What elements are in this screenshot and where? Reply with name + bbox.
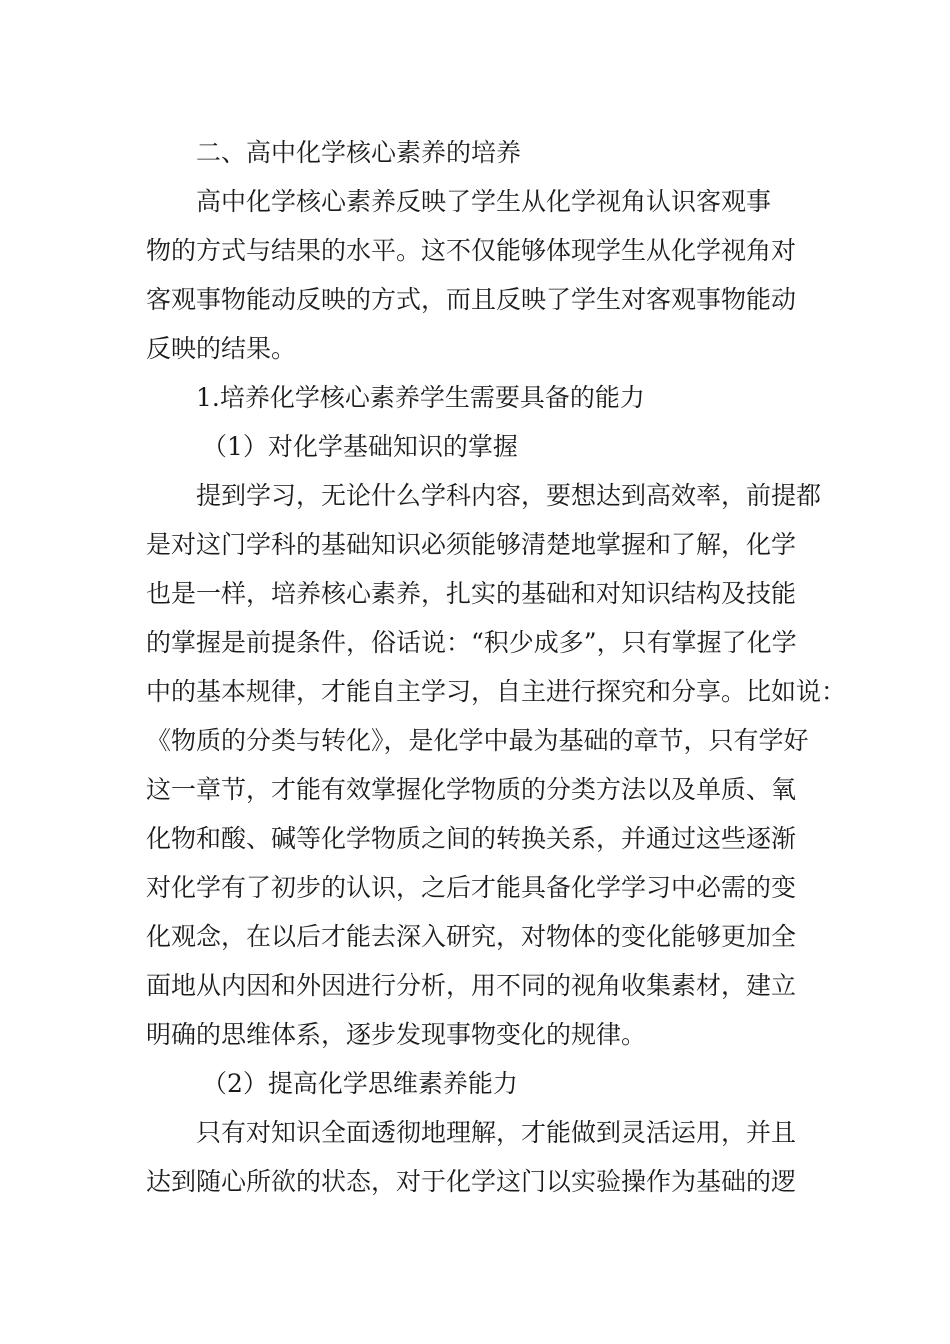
paragraph-line: 对化学有了初步的认识，之后才能具备化学学习中必需的变 [146, 873, 797, 902]
paragraph-line: 物的方式与结果的水平。这不仅能够体现学生从化学视角对 [146, 236, 797, 265]
subsection-heading: 1.培养化学核心素养学生需要具备的能力 [196, 383, 645, 412]
paragraph-line: 也是一样，培养核心素养，扎实的基础和对知识结构及技能 [146, 579, 797, 608]
paragraph-line: 明确的思维体系，逐步发现事物变化的规律。 [146, 1020, 647, 1049]
paragraph-line: 化观念，在以后才能去深入研究，对物体的变化能够更加全 [146, 922, 797, 951]
section-heading: 二、高中化学核心素养的培养 [196, 138, 522, 167]
paragraph-line: 这一章节，才能有效掌握化学物质的分类方法以及单质、氧 [146, 775, 797, 804]
paragraph-line: 面地从内因和外因进行分析，用不同的视角收集素材，建立 [146, 971, 797, 1000]
paragraph-line: 的掌握是前提条件，俗话说：“积少成多”，只有掌握了化学 [146, 628, 797, 657]
paragraph-line: 化物和酸、碱等化学物质之间的转换关系，并通过这些逐渐 [146, 824, 797, 853]
paragraph-line: 高中化学核心素养反映了学生从化学视角认识客观事 [196, 187, 772, 216]
paragraph-line: 达到随心所欲的状态，对于化学这门以实验操作为基础的逻 [146, 1167, 797, 1196]
paragraph-line: 《物质的分类与转化》，是化学中最为基础的章节，只有学好 [146, 726, 809, 755]
document-body [146, 128, 847, 1206]
subsubsection-heading: （2）提高化学思维素养能力 [202, 1069, 518, 1098]
paragraph-line: 中的基本规律，才能自主学习，自主进行探究和分享。比如说： [146, 677, 847, 706]
paragraph-line: 提到学习，无论什么学科内容，要想达到高效率，前提都 [196, 481, 822, 510]
paragraph-line: 是对这门学科的基础知识必须能够清楚地掌握和了解，化学 [146, 530, 797, 559]
paragraph-line: 客观事物能动反映的方式，而且反映了学生对客观事物能动 [146, 285, 797, 314]
subsubsection-heading: （1）对化学基础知识的掌握 [202, 432, 518, 461]
paragraph-line: 反映的结果。 [146, 334, 297, 363]
paragraph-line: 只有对知识全面透彻地理解，才能做到灵活运用，并且 [196, 1118, 797, 1147]
